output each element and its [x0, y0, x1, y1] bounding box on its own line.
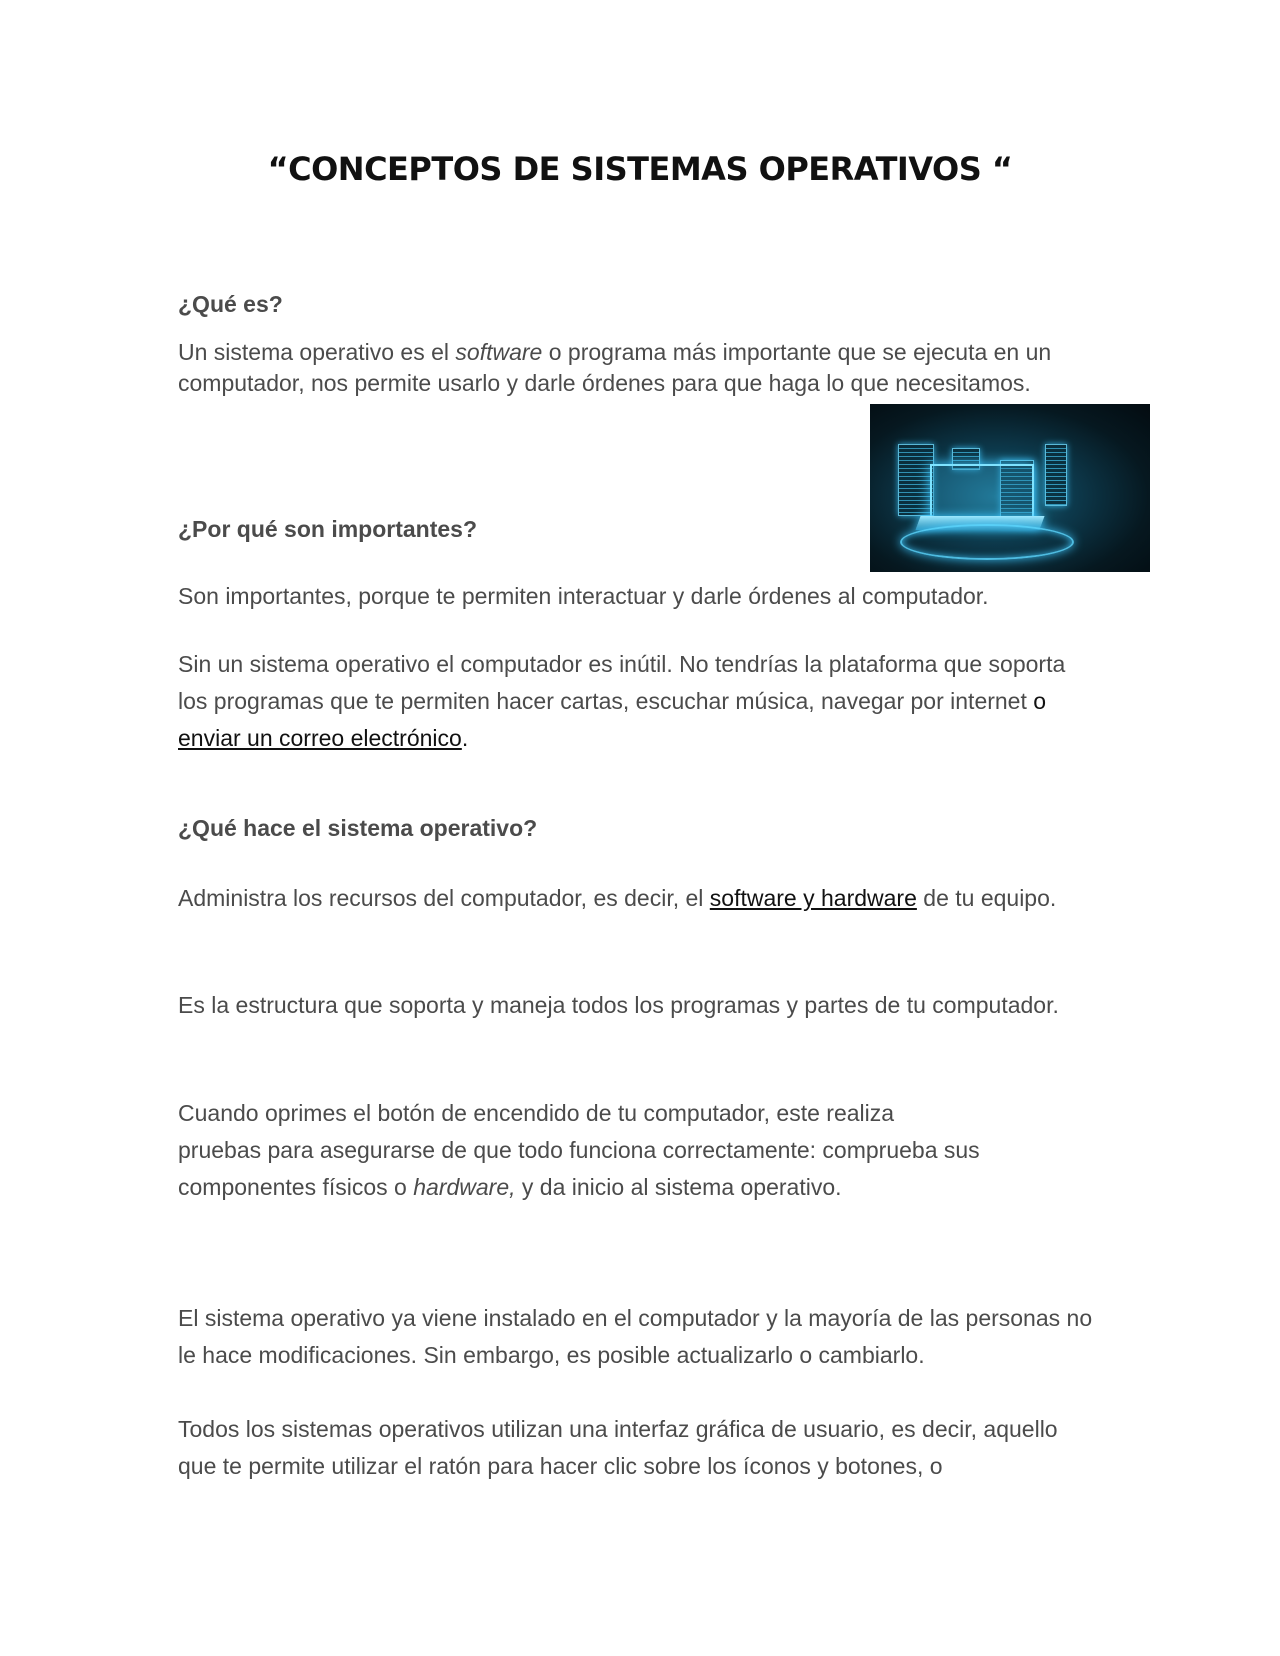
paragraph-interfaz: Todos los sistemas operativos utilizan una interfaz gráfica de usuario, es decir, aquello que te permite utilizar el ratón para hacer clic sobre los íconos y botones, o: [178, 1416, 1058, 1479]
text-segment: pruebas para asegurarse de que todo funciona correctamente: comprueba sus componentes físicos o: [178, 1137, 980, 1200]
italic-hardware: hardware,: [413, 1174, 516, 1200]
heading-que-es: ¿Qué es?: [178, 291, 283, 317]
text-segment: o programa más importante que se ejecuta en un computador, nos permite usarlo y darle órdenes para que haga lo que necesitamos.: [178, 339, 1052, 396]
text-segment: Administra los recursos del computador, es decir, el: [178, 885, 710, 911]
text-segment: y da inicio al sistema operativo.: [515, 1174, 842, 1200]
text-connector: o: [1026, 688, 1047, 714]
screen-panel-icon: [898, 444, 934, 516]
paragraph-estructura: Es la estructura que soporta y maneja todos los programas y partes de tu computador.: [178, 992, 1059, 1018]
heading-por-que: ¿Por qué son importantes?: [178, 516, 478, 542]
paragraph-sin-sistema: [178, 646, 1098, 757]
heading-que-hace: ¿Qué hace el sistema operativo?: [178, 815, 538, 841]
text-period: .: [461, 725, 469, 751]
paragraph-que-es: [178, 337, 1098, 399]
paragraph-instalado: El sistema operativo ya viene instalado en el computador y la mayoría de las personas no le hace modificaciones. Sin embargo, es posible actualizarlo o cambiarlo.: [178, 1305, 1093, 1368]
text-segment: Sin un sistema operativo el computador es inútil. No tendrías la plataforma que soporta los programas que te permiten hacer cartas, escuchar música, navegar por internet: [178, 651, 1066, 714]
link-software-hardware[interactable]: software y hardware: [709, 885, 917, 911]
text-segment: Un sistema operativo es el: [178, 339, 456, 365]
paragraph-encendido: [178, 1095, 1098, 1206]
screen-panel-icon: [1045, 444, 1067, 506]
italic-software: software: [455, 339, 543, 365]
paragraph-importantes: Son importantes, porque te permiten interactuar y darle órdenes al computador.: [178, 583, 989, 609]
document-title: “CONCEPTOS DE SISTEMAS OPERATIVOS “: [267, 150, 1013, 188]
text-segment: de tu equipo.: [916, 885, 1057, 911]
text-line: Cuando oprimes el botón de encendido de tu computador, este realiza: [178, 1100, 895, 1126]
paragraph-administra: [178, 880, 1098, 917]
link-enviar-correo[interactable]: enviar un correo electrónico: [178, 725, 462, 751]
